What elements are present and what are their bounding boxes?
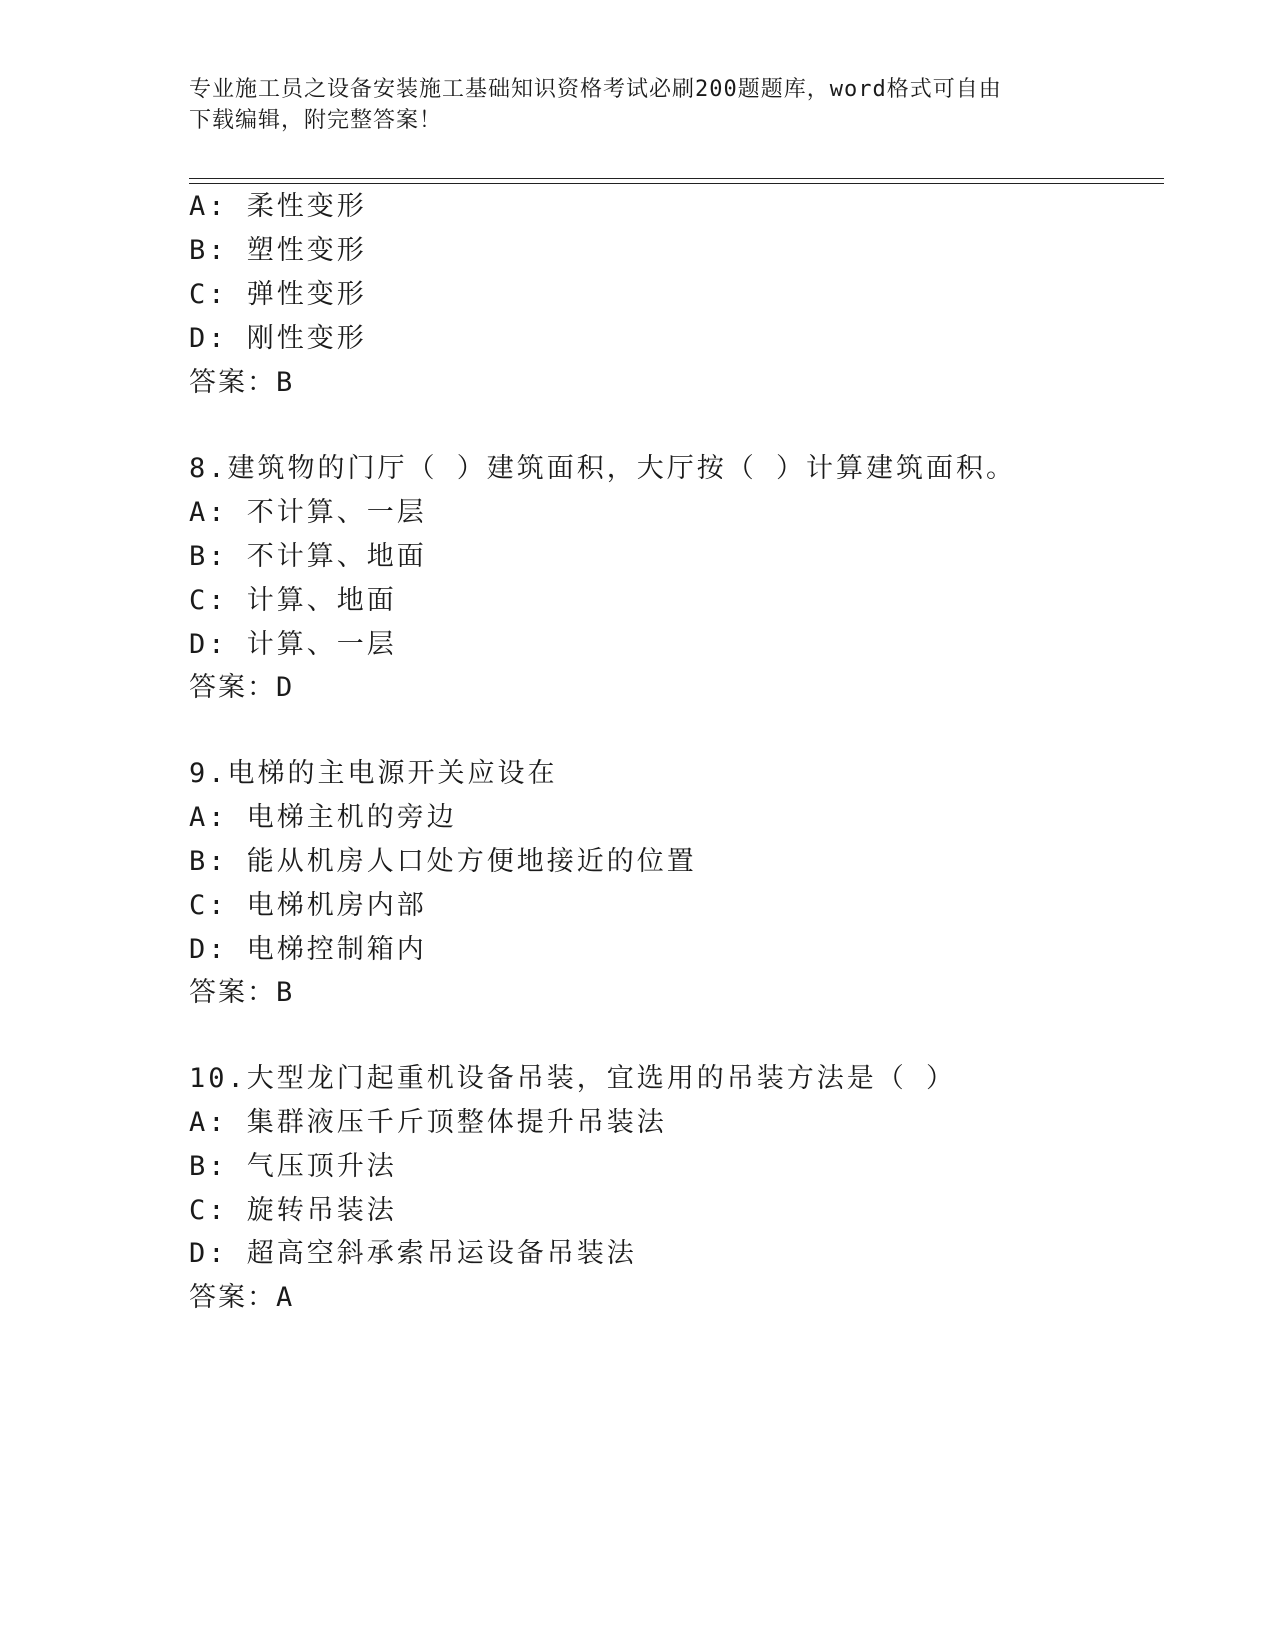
q10-stem: 10.大型龙门起重机设备吊装，宜选用的吊装方法是（ ） xyxy=(189,1063,957,1094)
q9-option-a: A: 电梯主机的旁边 xyxy=(189,802,457,833)
header-line-2: 下载编辑，附完整答案！ xyxy=(189,108,443,133)
q10-option-c: C: 旋转吊装法 xyxy=(189,1195,397,1226)
header-line-1: 专业施工员之设备安装施工基础知识资格考试必刷200题题库，word格式可自由 xyxy=(189,77,1002,102)
q7-option-a: A: 柔性变形 xyxy=(189,191,367,222)
q7-answer: 答案：B xyxy=(189,367,295,398)
q8-option-a: A: 不计算、一层 xyxy=(189,497,427,528)
document-header xyxy=(189,74,1089,136)
q9-option-b: B: 能从机房人口处方便地接近的位置 xyxy=(189,846,697,877)
q7-option-b: B: 塑性变形 xyxy=(189,235,367,266)
q9-answer: 答案：B xyxy=(189,977,295,1008)
q10-option-b: B: 气压顶升法 xyxy=(189,1151,397,1182)
q8-stem: 8.建筑物的门厅（ ）建筑面积，大厅按（ ）计算建筑面积。 xyxy=(189,453,1017,484)
q10-answer: 答案：A xyxy=(189,1282,295,1313)
q8-answer: 答案：D xyxy=(189,672,295,703)
q7-option-c: C: 弹性变形 xyxy=(189,279,367,310)
q8-option-c: C: 计算、地面 xyxy=(189,585,397,616)
q9-option-c: C: 电梯机房内部 xyxy=(189,890,427,921)
q10-option-a: A: 集群液压千斤顶整体提升吊装法 xyxy=(189,1107,667,1138)
q9-stem: 9.电梯的主电源开关应设在 xyxy=(189,758,558,789)
header-divider-bottom xyxy=(189,183,1164,184)
q8-option-d: D: 计算、一层 xyxy=(189,629,397,660)
q7-option-d: D: 刚性变形 xyxy=(189,323,367,354)
q10-option-d: D: 超高空斜承索吊运设备吊装法 xyxy=(189,1238,637,1269)
header-divider-top xyxy=(189,178,1164,179)
q8-option-b: B: 不计算、地面 xyxy=(189,541,427,572)
q9-option-d: D: 电梯控制箱内 xyxy=(189,934,427,965)
